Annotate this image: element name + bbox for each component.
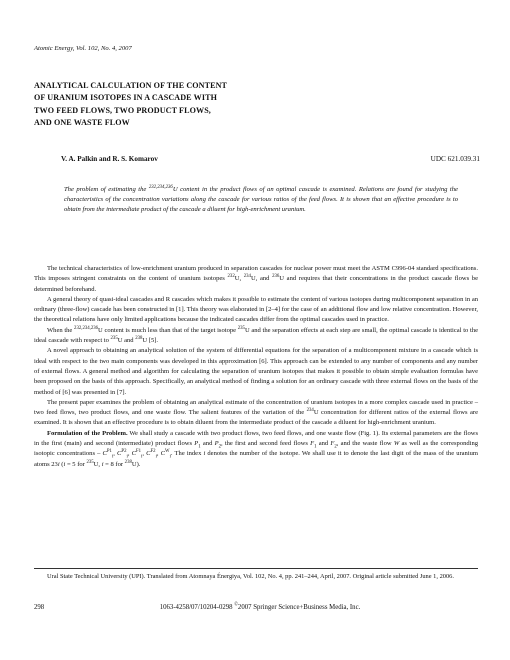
imprint-line <box>120 604 400 611</box>
isotope-superscript: 232,234,236 <box>148 184 173 190</box>
article-body <box>34 264 478 470</box>
paragraph: Formulation of the Problem. We shall study a cascade with two product flows, two feed flows, and one waste flow (Fig. 1). Its external parameters are the flows in the first (main) and second (intermediate) product flows $P_1$ and $P_2$, the first and second feed flows $F_1$ and $F_2$, and the waste flow W as well as the corresponding isotopic concentrations – $C^{P1}_i$, $C^{P2}_i$, $C^{F1}_i$, $C^{F2}_i$, $C^W_i$. The index i denotes the number of the isotope. We shall use it to denote the last digit of the mass of the uranium atoms 23i (i = 5 for $^{235}$U, i = 8 for $^{238}$U). <box>34 429 479 468</box>
article-title <box>34 80 364 130</box>
footnote-rule <box>34 568 478 569</box>
title-line: AND ONE WASTE FLOW <box>34 118 130 128</box>
section-heading: Formulation of the Problem. <box>47 429 128 437</box>
paragraph: A novel approach to obtaining an analytical solution of the system of differential equations for the separation of a multicomponent mixture in a cascade which is ideal with respect to the two main components was developed in this approximation [6]. This approach can be extended to any number of components and any number of external flows. A general method and algorithm for calculating the separation of uranium isotopes that makes it possible to obtain simple evaluation formulas have been proposed on the basis of this approach. Specifically, an analytical method of finding a solution for an ordinary cascade with three external flows on the basis of the method of [6] was presented in [7]. <box>34 347 478 396</box>
title-line: OF URANIUM ISOTOPES IN A CASCADE WITH <box>34 93 217 103</box>
abstract <box>64 185 458 216</box>
abstract-text: The problem of estimating the <box>64 186 149 193</box>
footnote <box>34 572 478 582</box>
page-number: 298 <box>34 604 45 611</box>
footnote-text: Ural State Technical University (UPI). Translated from Atomnaya Énergiya, Vol. 102, No. 4, pp. 241–244, April, 2007. Original article submitted June 1, 2006. <box>47 573 454 580</box>
title-line: TWO FEED FLOWS, TWO PRODUCT FLOWS, <box>34 105 211 115</box>
copyright-symbol: © <box>234 602 238 608</box>
abstract-text: U content in the product flows of an optimal cascade is examined. Relations are found for studying the characteristics of the concentration variations along the cascade for various ratios of the feed flows. It is shown that an effective procedure is to obtain from the intermediate product of the cascade a diluent for high-enrichment uranium. <box>64 186 458 214</box>
journal-header: Atomic Energy, Vol. 102, No. 4, 2007 <box>34 45 132 52</box>
paragraph: The technical characteristics of low-enrichment uranium produced in separation cascades for nuclear power must meet the ASTM C996-04 standard specifications. This imposes stringent constraints on the content of uranium isotopes $^{232}$U, $^{234}$U, and $^{236}$U and requires that their concentrations in the product cascade flows be determined beforehand. <box>34 265 478 293</box>
authors: V. A. Palkin and R. S. Komarov <box>61 155 158 163</box>
title-line: ANALYTICAL CALCULATION OF THE CONTENT <box>34 81 228 90</box>
paragraph: A general theory of quasi-ideal cascades and R cascades which makes it possible to estimate the content of various isotopes during multicomponent separation in an ordinary (three-flow) cascade has been constructed in [1]. This theory was elaborated in [2–4] for the case of an additional flow and low relative concentration. However, the theoretical relations have only limited applications because the indicated cascades differ from the optimal cascades used in practice. <box>34 295 478 324</box>
issn-code: 1063-4258/07/10204-0298 <box>159 604 235 611</box>
publisher: 2007 Springer Science+Business Media, Inc. <box>237 604 361 611</box>
paragraph: When the $^{232,234,236}$U content is much less than that of the target isotope $^{235}$U and the separation effects at each step are small, the optimal cascade is identical to the ideal cascade with respect to $^{235}$U and $^{238}$U [5]. <box>34 325 478 345</box>
udc-code: UDC 621.039.31 <box>430 155 480 163</box>
paragraph: The present paper examines the problem of obtaining an analytical estimate of the concentration of uranium isotopes in a more complex cascade used in practice – two feed flows, two product flows, and one waste flow. The salient features of the variation of the $^{234}$U concentration for different ratios of the external flows are examined. It is shown that an effective procedure is to obtain diluent from the intermediate product of the cascade a diluent for high-enrichment uranium. <box>34 398 478 427</box>
